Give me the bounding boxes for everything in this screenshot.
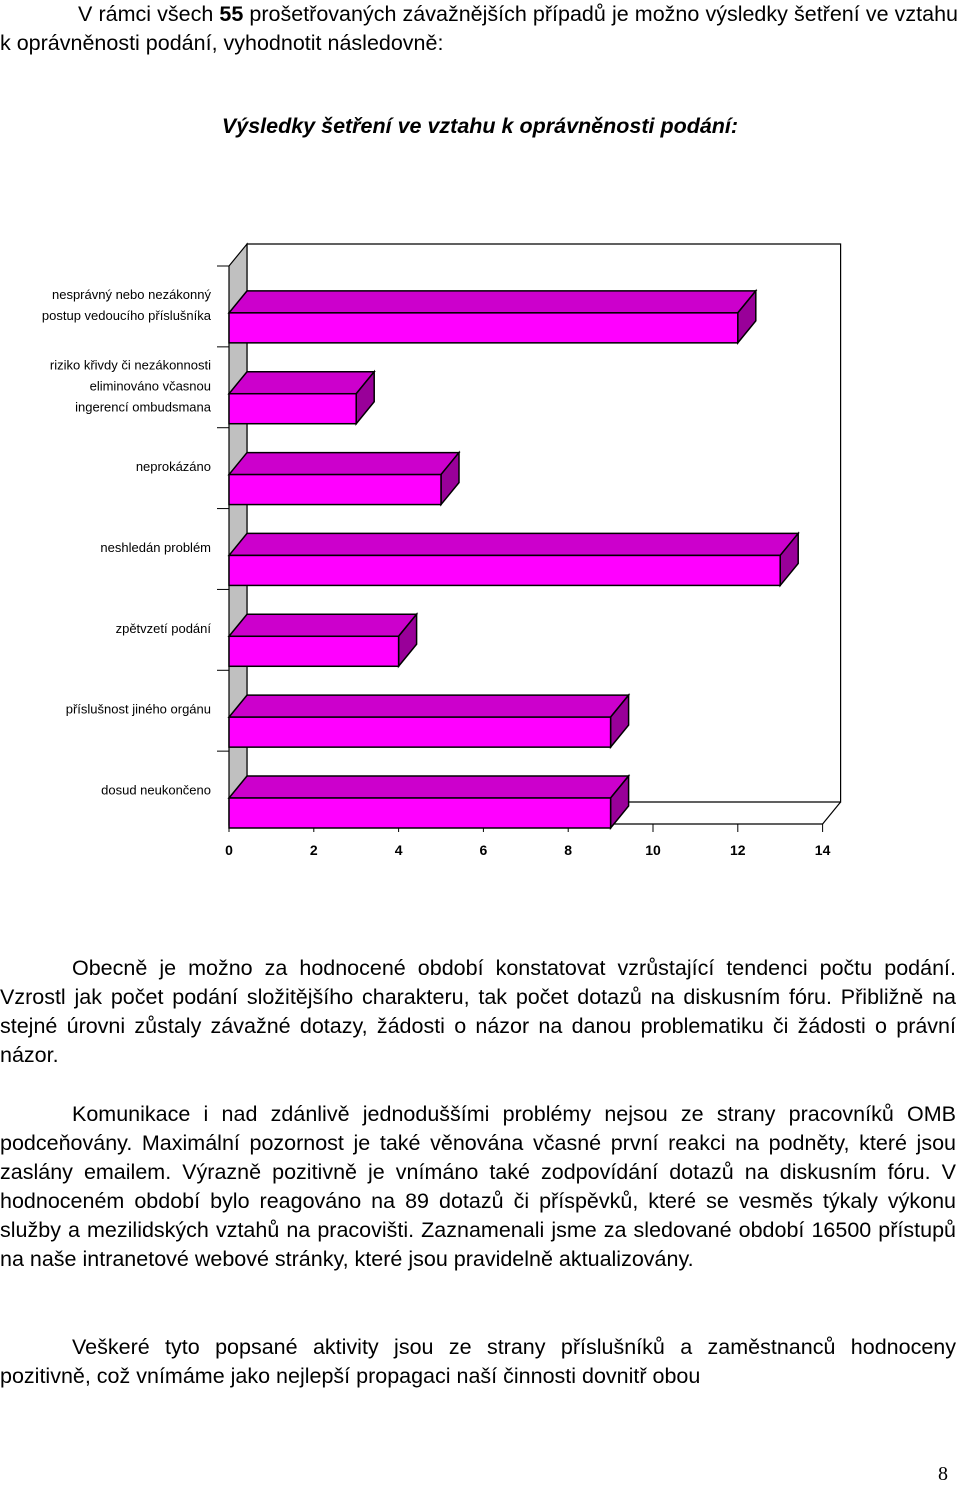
bar-top-face <box>229 372 374 394</box>
intro-text-after: prošetřovaných závažnějších případů je možno výsledky šetření ve vztahu k oprávněnosti podání, vyhodnotit následovně: <box>0 2 958 55</box>
bar <box>229 798 611 828</box>
category-label: zpětvzetí podání <box>115 620 211 636</box>
category-label: dosud neukončeno <box>101 782 211 798</box>
category-label: neshledán problém <box>100 540 211 555</box>
category-label: nesprávný nebo nezákonný postup vedoucího příslušníka <box>41 286 211 323</box>
category-label: příslušnost jiného orgánu <box>65 701 211 717</box>
bar <box>229 636 399 666</box>
x-tick-label: 14 <box>814 842 831 858</box>
category-label: riziko křivdy či nezákonnosti eliminováno včasnou ingerencí ombudsmana <box>49 357 211 415</box>
x-tick-label: 6 <box>479 842 488 858</box>
x-tick-label: 2 <box>309 842 318 858</box>
bar-top-face <box>229 533 798 555</box>
paragraph-trend: Obecně je možno za hodnocené období konstatovat vzrůstající tendenci počtu podání. Vzrostl jak počet podání složitějšího charakteru, tak počet dotazů na diskusním fóru. Přibližně na stejné úrovni zůstaly závažné dotazy, žádosti o názor na danou problematiku či žádosti o právní názor. <box>0 956 956 1067</box>
bar <box>229 475 441 505</box>
bar-top-face <box>229 453 459 475</box>
x-tick-label: 4 <box>394 842 403 858</box>
case-count: 55 <box>219 2 244 26</box>
chart-title: Výsledky šetření ve vztahu k oprávněnosti podání: <box>221 114 739 138</box>
intro-text-before: V rámci všech <box>78 2 220 26</box>
bar <box>229 394 356 424</box>
x-tick-label: 8 <box>564 842 573 858</box>
paragraph-communication: Komunikace i nad zdánlivě jednoduššími problémy nejsou ze strany pracovníků OMB podceňovány. Maximální pozornost je také věnována včasné první reakci na podněty, které jsou zaslány emailem. Výrazně pozitivně je vnímáno také zodpovídání dotazů na diskusním fóru. V hodnoceném období bylo reagováno na 89 dotazů či příspěvků, které se vesměs týkaly výkonu služby a mezilidských vztahů na pracovišti. Zaznamenali jsme za sledované období 16500 přístupů na naše intranetové webové stránky, které jsou pravidelně aktualizovány. <box>0 1102 956 1271</box>
category-label: neprokázáno <box>135 459 211 475</box>
x-tick-label: 0 <box>225 842 233 858</box>
page-number: 8 <box>938 1463 948 1485</box>
bar-top-face <box>229 776 629 798</box>
bar-top-face <box>229 614 417 636</box>
bar-top-face <box>229 291 756 313</box>
bar-top-face <box>229 695 629 717</box>
paragraph-activities: Veškeré tyto popsané aktivity jsou ze strany příslušníků a zaměstnanců hodnoceny pozitivně, což vnímáme jako nejlepší propagaci naší činnosti dovnitř obou <box>0 1335 956 1388</box>
x-tick-label: 12 <box>730 842 746 858</box>
x-tick-label: 10 <box>645 842 661 858</box>
bar <box>229 555 780 585</box>
bar <box>229 717 611 747</box>
intro-paragraph <box>0 0 958 58</box>
bar <box>229 313 738 343</box>
bar-chart <box>0 230 960 880</box>
x-axis-depth-line <box>823 802 841 824</box>
